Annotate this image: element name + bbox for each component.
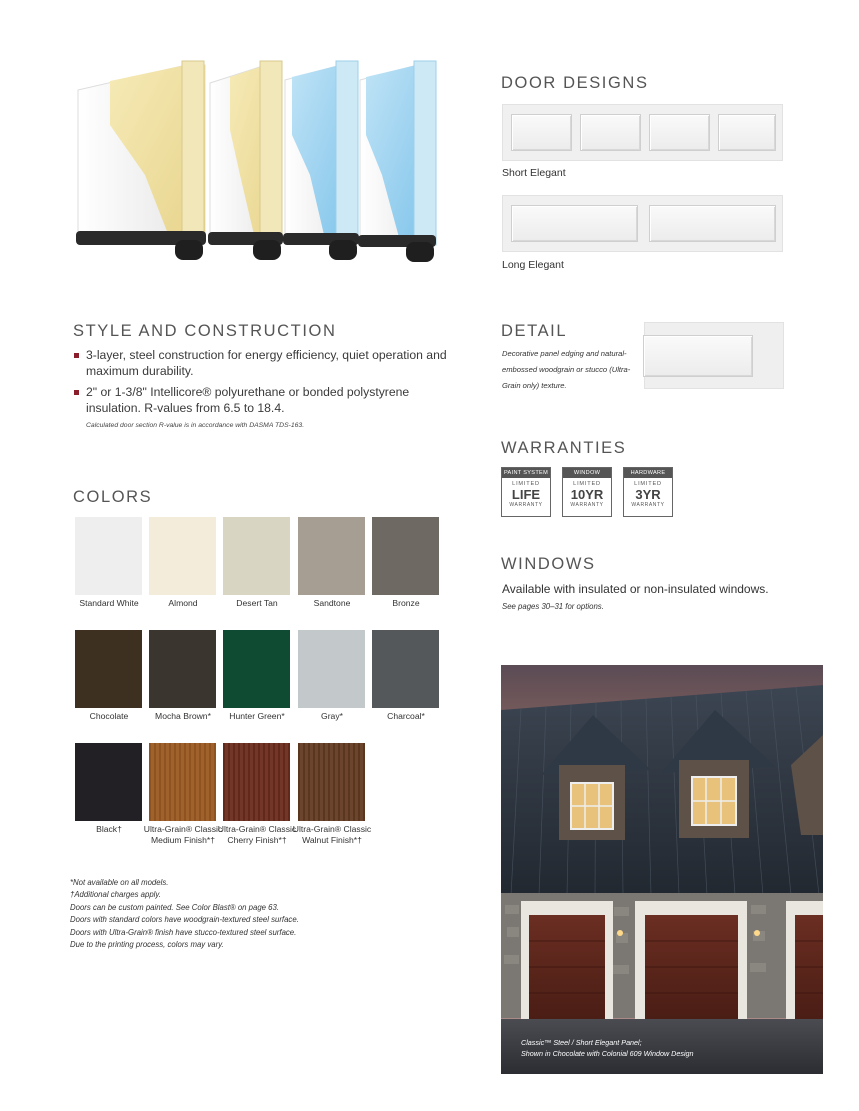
- color-swatch: [372, 630, 439, 708]
- color-swatch: [149, 743, 216, 821]
- photo-caption-line: Classic™ Steel / Short Elegant Panel;: [521, 1038, 642, 1047]
- color-note: Doors can be custom painted. See Color Blast® on page 63.: [70, 902, 280, 912]
- badge-limited: LIMITED: [573, 481, 601, 487]
- color-swatch-label: Ultra-Grain® Classic Cherry Finish*†: [217, 824, 297, 845]
- windows-heading: WINDOWS: [501, 555, 596, 573]
- windows-description: Available with insulated or non-insulated windows.: [502, 582, 769, 596]
- badge-category: WINDOW: [563, 468, 611, 478]
- color-swatch-label: Sandtone: [313, 598, 351, 608]
- badge-category: PAINT SYSTEM: [503, 470, 549, 476]
- badge-warranty: WARRANTY: [509, 502, 543, 508]
- color-swatch: [75, 743, 142, 821]
- color-swatch-label: Desert Tan: [236, 598, 278, 608]
- badge-value: 3YR: [635, 487, 661, 502]
- color-swatch: [223, 630, 290, 708]
- color-note: Due to the printing process, colors may vary.: [70, 940, 224, 950]
- hardware-warranty-badge: [623, 467, 673, 517]
- panel-cutaway-3: [283, 61, 359, 260]
- badge-limited: LIMITED: [512, 481, 540, 487]
- construction-bullet: 3-layer, steel construction for energy efficiency, quiet operation and maximum durability.: [74, 348, 454, 379]
- panel-cutaway-4: [358, 61, 436, 262]
- color-swatch: [149, 630, 216, 708]
- detail-heading: DETAIL: [501, 322, 568, 340]
- color-swatch-label: Chocolate: [89, 711, 129, 721]
- color-swatch: [298, 517, 365, 595]
- color-swatch-label: Hunter Green*: [229, 711, 285, 721]
- badge-warranty: WARRANTY: [631, 502, 665, 508]
- color-swatch: [149, 517, 216, 595]
- color-swatch: [298, 630, 365, 708]
- color-swatch: [298, 743, 365, 821]
- color-swatch: [223, 743, 290, 821]
- color-note: Doors with Ultra-Grain® finish have stucco-textured steel surface.: [70, 927, 297, 937]
- badge-warranty: WARRANTY: [570, 502, 604, 508]
- badge-limited: LIMITED: [634, 481, 662, 487]
- photo-caption: [521, 1038, 694, 1059]
- color-note: Doors with standard colors have woodgrain-textured steel surface.: [70, 915, 299, 925]
- panel-cutaway-2: [208, 61, 283, 260]
- color-note: †Additional charges apply.: [70, 890, 161, 900]
- color-swatch-label: Black†: [96, 824, 122, 834]
- color-swatch-label: Ultra-Grain® Classic Medium Finish*†: [143, 824, 223, 845]
- panel-cutaway-illustration: [70, 55, 450, 275]
- color-swatch: [75, 630, 142, 708]
- r-value-note: Calculated door section R-value is in accordance with DASMA TDS-163.: [86, 422, 305, 429]
- badge-category: HARDWARE: [624, 468, 672, 478]
- photo-caption-line: Shown in Chocolate with Colonial 609 Window Design: [521, 1048, 694, 1058]
- color-note: *Not available on all models.: [70, 878, 169, 887]
- short-elegant-panel-image: [502, 104, 783, 161]
- long-elegant-panel-image: [502, 195, 783, 252]
- color-swatch-label: Charcoal*: [387, 711, 425, 721]
- door-designs-heading: DOOR DESIGNS: [501, 74, 649, 92]
- color-swatch-label: Standard White: [79, 598, 139, 608]
- color-swatch-label: Gray*: [321, 711, 343, 721]
- construction-bullets: [74, 348, 454, 429]
- detail-description: Decorative panel edging and natural-embossed woodgrain or stucco (Ultra-Grain only) texture.: [502, 349, 631, 390]
- color-swatch-label: Ultra-Grain® Classic Walnut Finish*†: [292, 824, 372, 845]
- detail-texture-image: [644, 322, 784, 389]
- house-photo: [501, 665, 823, 1074]
- warranties-heading: WARRANTIES: [501, 439, 627, 457]
- color-swatch: [75, 517, 142, 595]
- color-notes: [70, 877, 450, 951]
- color-swatch-label: Bronze: [392, 598, 420, 608]
- construction-bullet: 2" or 1-3/8" Intellicore® polyurethane or bonded polystyrene insulation. R-values from 6.5 to 18.4.: [74, 385, 454, 416]
- badge-value: 10YR: [570, 487, 604, 502]
- window-warranty-badge: [562, 467, 612, 517]
- badge-value: LIFE: [511, 487, 541, 502]
- long-elegant-label: Long Elegant: [502, 259, 564, 271]
- color-swatch: [372, 517, 439, 595]
- panel-cutaway-1: [76, 61, 206, 260]
- colors-heading: COLORS: [73, 488, 153, 506]
- short-elegant-label: Short Elegant: [502, 167, 566, 179]
- color-swatch-label: Mocha Brown*: [155, 711, 211, 721]
- color-swatch-label: Almond: [168, 598, 198, 608]
- paint-warranty-badge: [501, 467, 551, 517]
- style-construction-heading: STYLE AND CONSTRUCTION: [73, 322, 337, 340]
- windows-page-note: See pages 30–31 for options.: [502, 602, 604, 611]
- color-swatch: [223, 517, 290, 595]
